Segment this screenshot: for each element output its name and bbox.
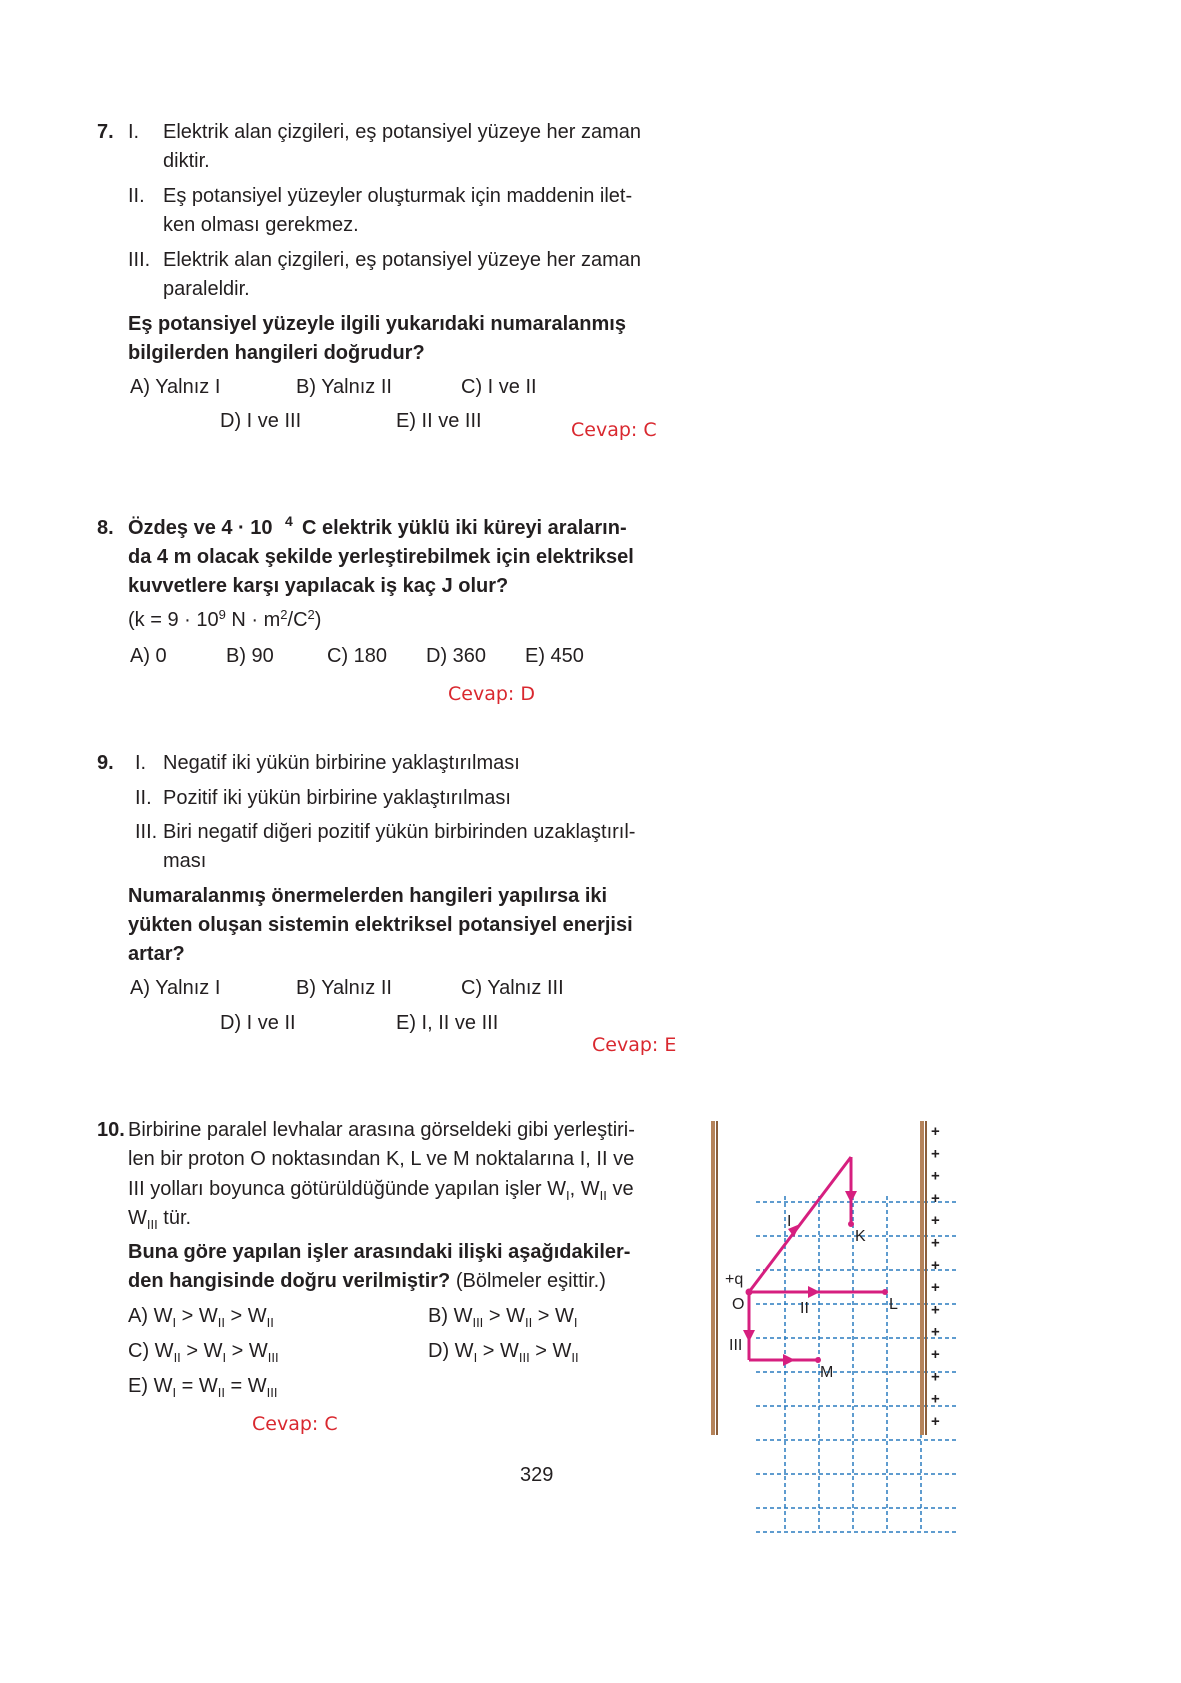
q10-number: 10. bbox=[97, 1119, 125, 1141]
q7-item-2-line1: Eş potansiyel yüzeyler oluşturmak için maddenin ilet- bbox=[163, 185, 633, 207]
q7-item-1-roman: I. bbox=[128, 121, 140, 143]
point-O bbox=[746, 1289, 753, 1296]
point-K bbox=[848, 1221, 854, 1227]
q7-option-b: B) Yalnız II bbox=[296, 376, 392, 398]
q9-number: 9. bbox=[97, 752, 114, 774]
arrow-path-III-right bbox=[783, 1354, 795, 1366]
label-M: M bbox=[820, 1364, 834, 1381]
positive-charges bbox=[931, 1123, 940, 1430]
q7-option-c: C) I ve II bbox=[461, 376, 537, 398]
q7-number: 7. bbox=[97, 121, 114, 143]
arrow-path-I-down bbox=[845, 1191, 857, 1203]
q7-item-3-roman: III. bbox=[128, 249, 151, 271]
q7-option-e: E) II ve III bbox=[396, 410, 482, 432]
q9-question-line2: yükten oluşan sistemin elektriksel potansiyel enerjisi bbox=[128, 914, 633, 936]
right-plate bbox=[920, 1121, 927, 1435]
q7-item-1-line1: Elektrik alan çizgileri, eş potansiyel yüzeye her zaman bbox=[163, 121, 641, 143]
q10-option-c: C) $W_{II} > W_I > W_{III}$ bbox=[128, 1340, 279, 1365]
q7-question-line1: Eş potansiyel yüzeyle ilgili yukarıdaki numaralanmış bbox=[128, 313, 626, 335]
left-plate bbox=[711, 1121, 718, 1435]
q8-number: 8. bbox=[97, 517, 114, 539]
q7-item-1-line2: diktir. bbox=[163, 150, 210, 172]
q9-option-c: C) Yalnız III bbox=[461, 977, 564, 999]
plus-sign: + bbox=[931, 1145, 940, 1163]
q7-option-d: D) I ve III bbox=[220, 410, 302, 432]
q9-item-2-roman: II. bbox=[135, 787, 152, 809]
path-I-diagonal bbox=[749, 1157, 851, 1292]
q10-question-line2: den hangisinde doğru verilmiştir? (Bölmeler eşittir.) bbox=[128, 1270, 606, 1292]
plus-sign: + bbox=[931, 1368, 940, 1386]
plus-sign: + bbox=[931, 1234, 940, 1252]
label-path-I: I bbox=[787, 1213, 792, 1230]
label-path-III: III bbox=[729, 1337, 743, 1354]
q10-line2: len bir proton O noktasından K, L ve M noktalarına I, II ve bbox=[128, 1148, 635, 1170]
page-number: 329 bbox=[520, 1464, 554, 1486]
q10-line3: III yolları boyunca götürüldüğünde yapılan işler $W_I$, $W_{II}$ ve bbox=[128, 1178, 634, 1203]
plus-sign: + bbox=[931, 1301, 940, 1319]
q10-question-line1: Buna göre yapılan işler arasındaki ilişki aşağıdakiler- bbox=[128, 1241, 631, 1263]
plus-sign: + bbox=[931, 1279, 940, 1297]
plus-sign: + bbox=[931, 1123, 940, 1140]
label-L: L bbox=[889, 1296, 898, 1313]
q9-item-1-line1: Negatif iki yükün birbirine yaklaştırılması bbox=[163, 752, 520, 774]
q8-exponent: 4 bbox=[285, 513, 293, 529]
q8-option-a: A) 0 bbox=[130, 645, 167, 667]
q10-line4: $W_{III}$ tür. bbox=[128, 1207, 192, 1232]
q8-option-b: B) 90 bbox=[226, 645, 274, 667]
q8-line3: kuvvetlere karşı yapılacak iş kaç J olur? bbox=[128, 575, 509, 597]
q8-option-c: C) 180 bbox=[327, 645, 388, 667]
q9-item-3-line1: Biri negatif diğeri pozitif yükün birbirinden uzaklaştırıl- bbox=[163, 821, 636, 843]
q9-item-3-line2: ması bbox=[163, 850, 207, 872]
plates-and-paths bbox=[700, 1115, 960, 1440]
q7-question-line2: bilgilerden hangileri doğrudur? bbox=[128, 342, 425, 364]
plus-sign: + bbox=[931, 1189, 940, 1207]
point-M bbox=[815, 1357, 821, 1363]
q10-option-e: E) $W_I = W_{II} = W_{III}$ bbox=[128, 1375, 278, 1400]
q8-option-d: D) 360 bbox=[426, 645, 487, 667]
q7-item-3-line1: Elektrik alan çizgileri, eş potansiyel yüzeye her zaman bbox=[163, 249, 641, 271]
q7-option-a: A) Yalnız I bbox=[130, 376, 221, 398]
q8-option-e: E) 450 bbox=[525, 645, 584, 667]
q9-answer: Cevap: E bbox=[592, 1034, 677, 1056]
plus-sign: + bbox=[931, 1390, 940, 1408]
point-L bbox=[882, 1289, 888, 1295]
plus-sign: + bbox=[931, 1412, 940, 1430]
q8-constant: ($k = 9 \cdot 10^9$ $N \cdot m^2/C^2$) bbox=[128, 607, 322, 631]
q10-option-b: B) $W_{III} > W_{II} > W_I$ bbox=[428, 1305, 578, 1330]
q10-option-d: D) $W_I > W_{III} > W_{II}$ bbox=[428, 1340, 579, 1365]
q10-line1: Birbirine paralel levhalar arasına görseldeki gibi yerleştiri- bbox=[128, 1119, 635, 1141]
q9-item-3-roman: III. bbox=[135, 821, 158, 843]
q9-option-d: D) I ve II bbox=[220, 1012, 296, 1034]
label-charge: +q bbox=[725, 1271, 744, 1288]
plus-sign: + bbox=[931, 1323, 940, 1341]
arrow-path-III-down bbox=[743, 1330, 755, 1342]
q8-answer: Cevap: D bbox=[448, 683, 535, 705]
q7-item-2-line2: ken olması gerekmez. bbox=[163, 214, 359, 236]
plus-sign: + bbox=[931, 1346, 940, 1363]
q9-question-line1: Numaralanmış önermelerden hangileri yapılırsa iki bbox=[128, 885, 608, 907]
q7-answer: Cevap: C bbox=[571, 419, 657, 441]
q9-option-e: E) I, II ve III bbox=[396, 1012, 499, 1034]
q9-option-a: A) Yalnız I bbox=[130, 977, 221, 999]
label-path-II: II bbox=[800, 1300, 809, 1317]
q8-line2: da 4 m olacak şekilde yerleştirebilmek için elektriksel bbox=[128, 546, 634, 568]
q7-item-2-roman: II. bbox=[128, 185, 145, 207]
paths bbox=[749, 1157, 885, 1360]
q9-item-2-line1: Pozitif iki yükün birbirine yaklaştırılması bbox=[163, 787, 511, 809]
plus-sign: + bbox=[931, 1212, 940, 1230]
label-K: K bbox=[855, 1228, 866, 1245]
q9-item-1-roman: I. bbox=[135, 752, 147, 774]
q9-option-b: B) Yalnız II bbox=[296, 977, 392, 999]
q8-line1-a: Özdeş ve 4 · 10 bbox=[128, 517, 273, 539]
q7-item-3-line2: paraleldir. bbox=[163, 278, 250, 300]
arrow-path-II bbox=[808, 1286, 820, 1298]
label-O: O bbox=[732, 1296, 745, 1313]
q9-question-line3: artar? bbox=[128, 943, 185, 965]
plus-sign: + bbox=[931, 1167, 940, 1185]
plus-sign: + bbox=[931, 1256, 940, 1274]
q10-answer: Cevap: C bbox=[252, 1413, 338, 1435]
q8-line1-b: C elektrik yüklü iki küreyi araların- bbox=[302, 517, 627, 539]
q10-option-a: A) $W_I > W_{II} > W_{II}$ bbox=[128, 1305, 274, 1330]
